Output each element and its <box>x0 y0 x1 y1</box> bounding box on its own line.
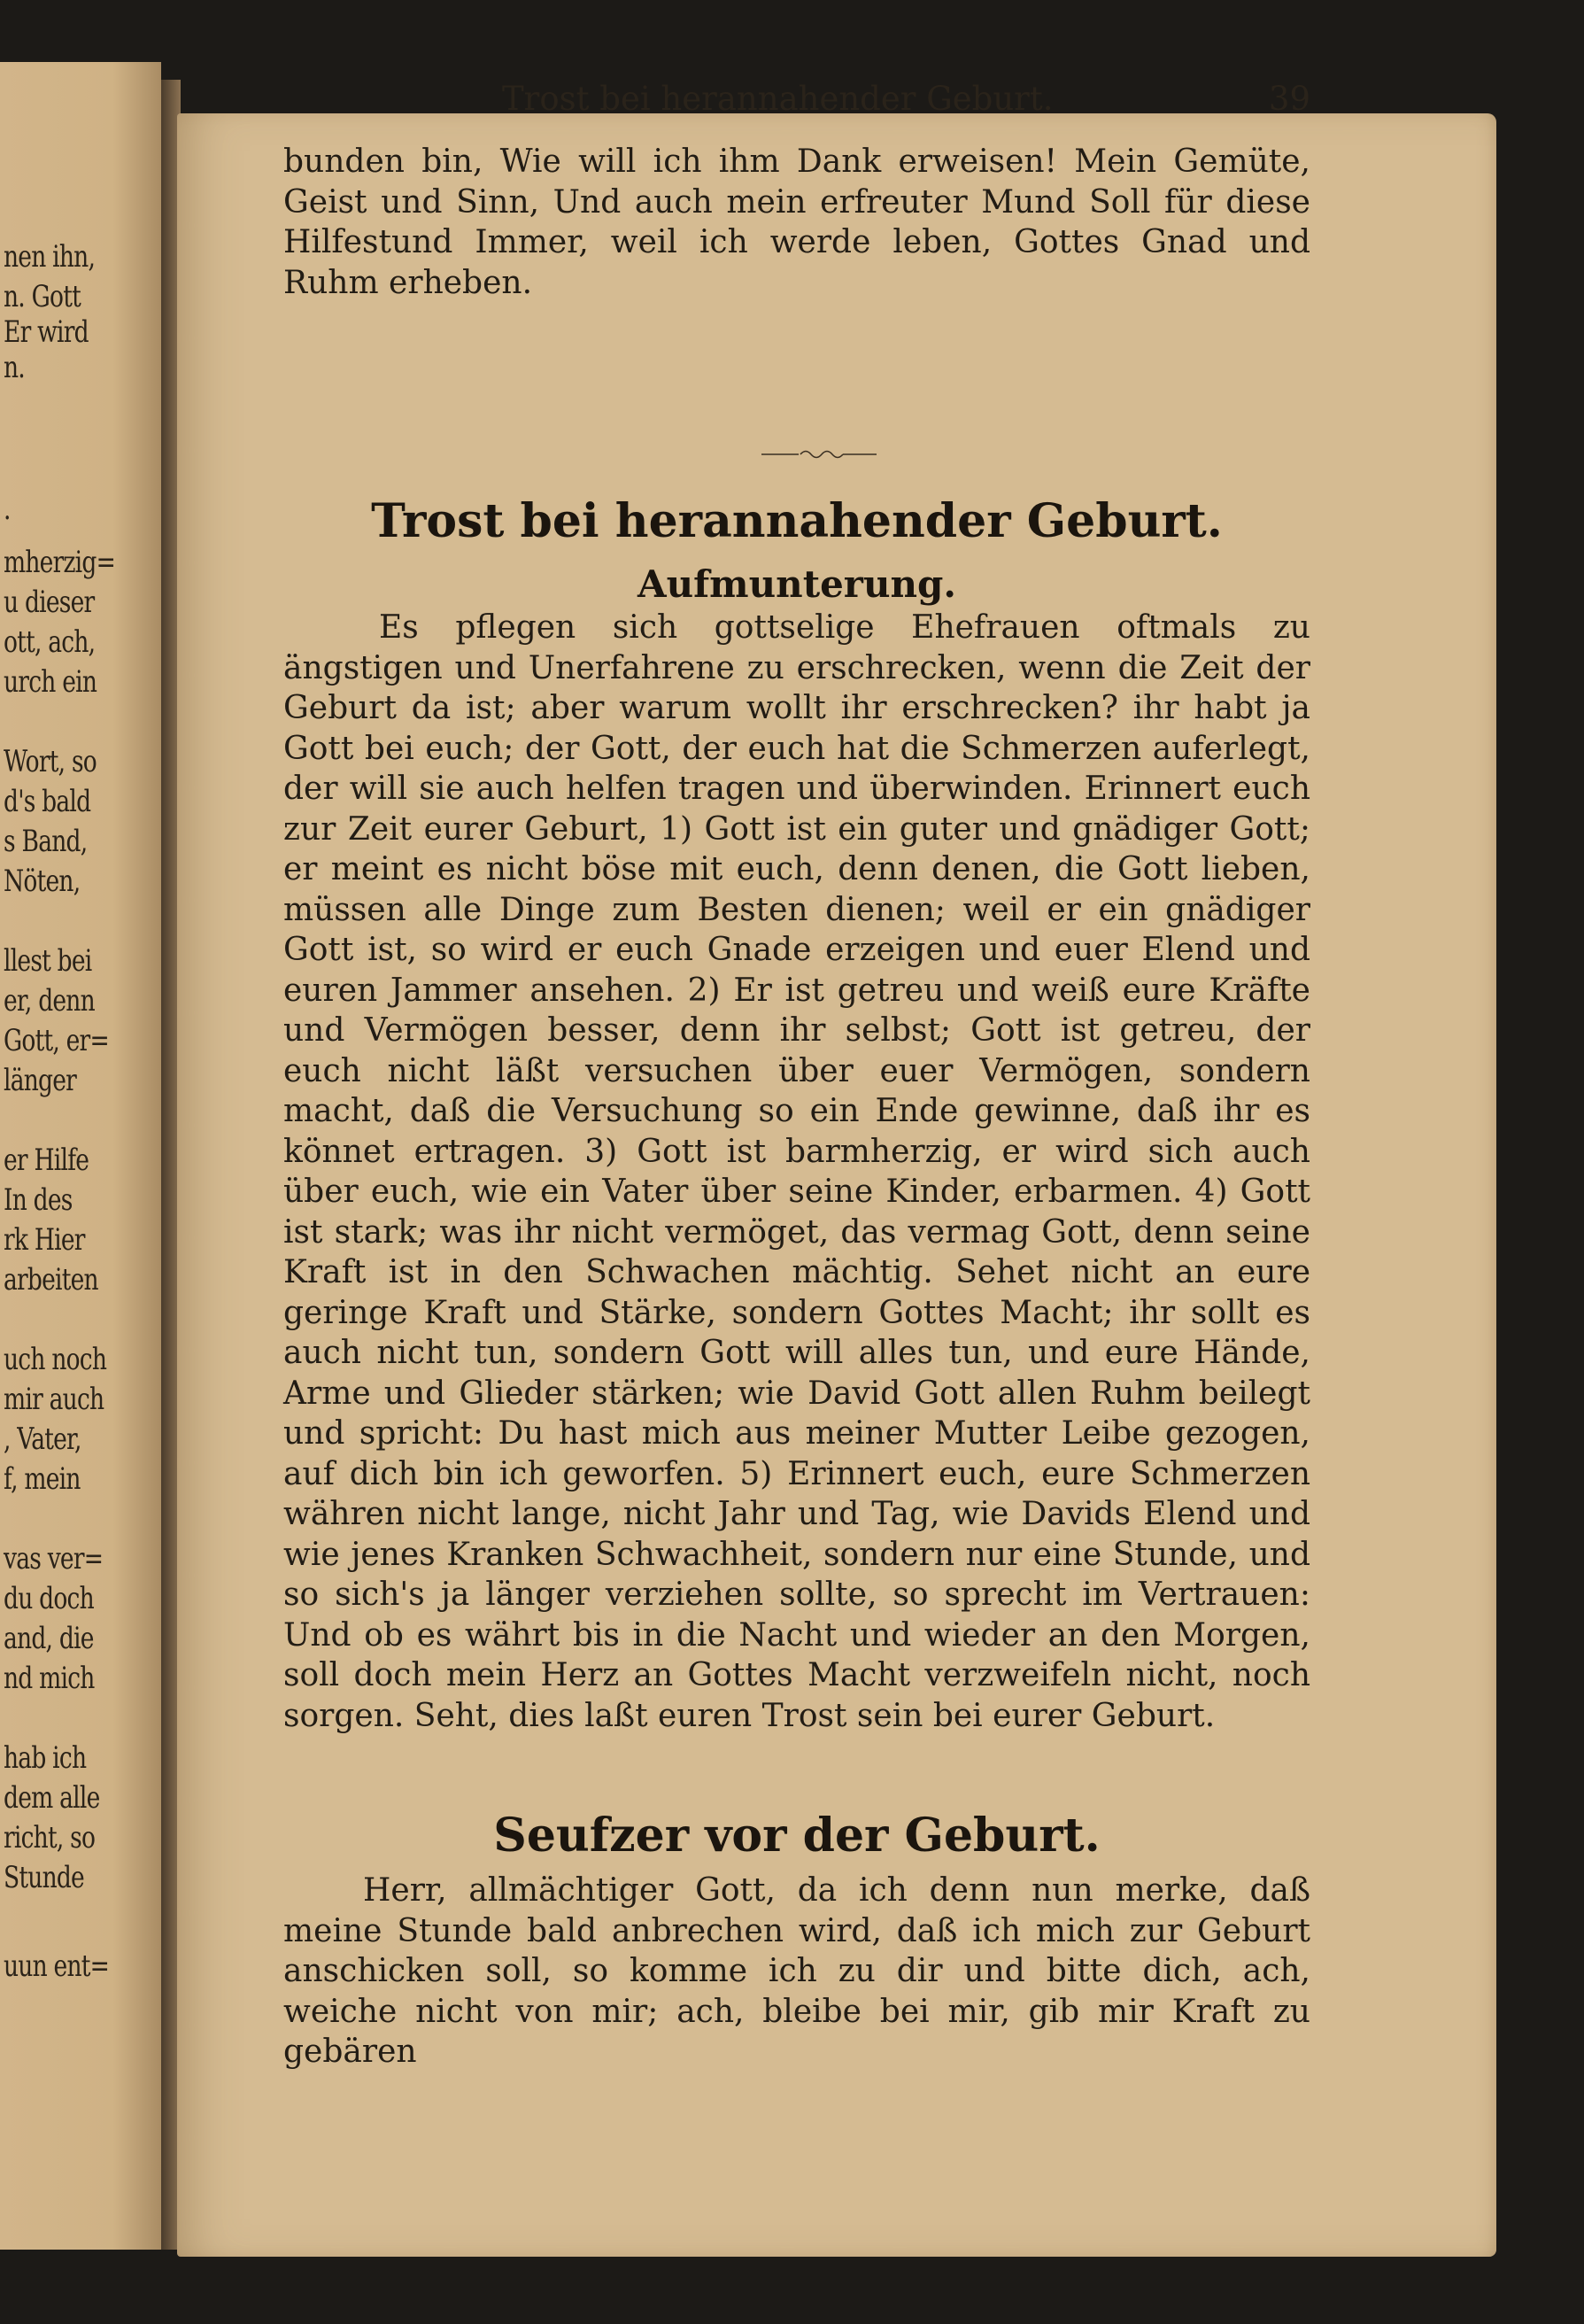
left-page-fragment: n. Gott <box>4 279 81 314</box>
page-number: 39 <box>1268 80 1310 118</box>
left-page-fragment: mir auch <box>4 1382 104 1417</box>
left-page-fragment: Gott, er= <box>4 1023 109 1058</box>
left-page-fragment: d's bald <box>4 784 91 819</box>
left-page-fragment: , Vater, <box>4 1422 81 1457</box>
left-page-fragment: uun ent= <box>4 1948 110 1984</box>
left-page-fragment: n. <box>4 350 25 385</box>
left-page-fragment: richt, so <box>4 1820 96 1855</box>
left-page-fragment: In des <box>4 1182 73 1218</box>
ornament-divider <box>761 447 877 461</box>
left-page-fragment: dem alle <box>4 1780 100 1816</box>
left-page-fragment: mherzig= <box>4 545 116 580</box>
section-title: Trost bei herannahender Geburt. <box>371 494 1223 548</box>
left-page-fragment: uch noch <box>4 1342 107 1377</box>
section-title: Seufzer vor der Geburt. <box>493 1809 1101 1863</box>
left-page-edge <box>0 62 161 2250</box>
left-page-fragment: er, denn <box>4 983 95 1019</box>
left-page-fragment: nd mich <box>4 1661 95 1696</box>
left-page-fragment: and, die <box>4 1621 94 1656</box>
left-page-fragment: . <box>4 492 11 527</box>
page-header <box>328 80 1310 133</box>
left-page-fragment: s Band, <box>4 824 88 859</box>
left-page-fragment: nen ihn, <box>4 239 96 275</box>
running-head: Trost bei herannahender Geburt. <box>502 80 1054 118</box>
left-page-fragment: urch ein <box>4 664 97 700</box>
left-page-fragment: ott, ach, <box>4 624 96 660</box>
left-page-fragment: llest bei <box>4 943 92 979</box>
left-page-fragment: du doch <box>4 1581 94 1616</box>
left-page-fragment: Nöten, <box>4 864 81 899</box>
left-page-fragment: Stunde <box>4 1860 84 1895</box>
left-page-fragment: rk Hier <box>4 1222 85 1258</box>
section-paragraph: Es pflegen sich gottselige Ehefrauen oftmals zu ängstigen und Unerfahrene zu erschrecken, wenn die Zeit der Geburt da ist; aber warum wollt ihr erschrecken? ihr habt ja Gott bei euch; der Gott, der euch hat die Schmerzen auferlegt, der will sie auch helfen tragen und überwinden. Erinnert euch zur Zeit eurer Geburt, 1) Gott ist ein guter und gnädiger Gott; er meint es nicht böse mit euch, denn denen, die Gott lieben, müssen alle Dinge zum Besten dienen; weil er ein gnädiger Gott ist, so wird er euch Gnade erzeigen und euer Elend und euren Jammer ansehen. 2) Er ist getreu und weiß eure Kräfte und Vermögen besser, denn ihr selbst; Gott ist getreu, der euch nicht läßt versuchen über euer Vermögen, sondern macht, daß die Versuchung so ein Ende gewinne, daß ihr es könnet ertragen. 3) Gott ist barmherzig, er wird sich auch über euch, wie ein Vater über seine Kinder, erbarmen. 4) Gott ist stark; was ihr nicht vermöget, das vermag Gott, denn seine Kraft ist in den Schwachen mächtig. Sehet nicht an eure geringe Kraft und Stärke, sondern Gottes Macht; ihr sollt es auch nicht tun, sondern Gott will alles tun, und eure Hände, Arme und Glieder stärken; wie David Gott allen Ruhm beilegt und spricht: Du hast mich aus meiner Mutter Leibe gezogen, auf dich bin ich geworfen. 5) Erinnert euch, eure Schmerzen währen nicht lange, nicht Jahr und Tag, wie Davids Elend und wie jenes Kranken Schwachheit, sondern nur eine Stunde, und so sich's ja länger verziehen sollte, so sprecht im Vertrauen: Und ob es währt bis in die Nacht und wieder an den Morgen, soll doch mein Herz an Gottes Macht verzweifeln nicht, noch sorgen. Seht, dies laßt euren Trost sein bei eurer Geburt. <box>283 609 1310 1734</box>
left-page-fragment: f, mein <box>4 1461 81 1497</box>
left-page-fragment: länger <box>4 1063 77 1098</box>
section-subtitle: Aufmunterung. <box>637 562 956 606</box>
left-page-fragment: u dieser <box>4 585 95 620</box>
left-page-fragment: er Hilfe <box>4 1143 89 1178</box>
left-page-fragment: hab ich <box>4 1740 87 1776</box>
left-page-fragment: Wort, so <box>4 744 97 779</box>
continued-paragraph: bunden bin, Wie will ich ihm Dank erweisen! Mein Gemüte, Geist und Sinn, Und auch mein erfreuter Mund Soll für diese Hilfestund Immer, weil ich werde leben, Gottes Gnad und Ruhm erheben. <box>283 143 1310 301</box>
left-page-fragment: Er wird <box>4 314 89 350</box>
left-page-fragment: arbeiten <box>4 1262 98 1298</box>
prayer-paragraph: Herr, allmächtiger Gott, da ich denn nun merke, daß meine Stunde bald anbrechen wird, daß ich mich zur Geburt anschicken soll, so komme ich zu dir und bitte dich, ach, weiche nicht von mir; ach, bleibe bei mir, gib mir Kraft zu gebären <box>283 1872 1310 2070</box>
left-page-fragment: vas ver= <box>4 1541 104 1576</box>
